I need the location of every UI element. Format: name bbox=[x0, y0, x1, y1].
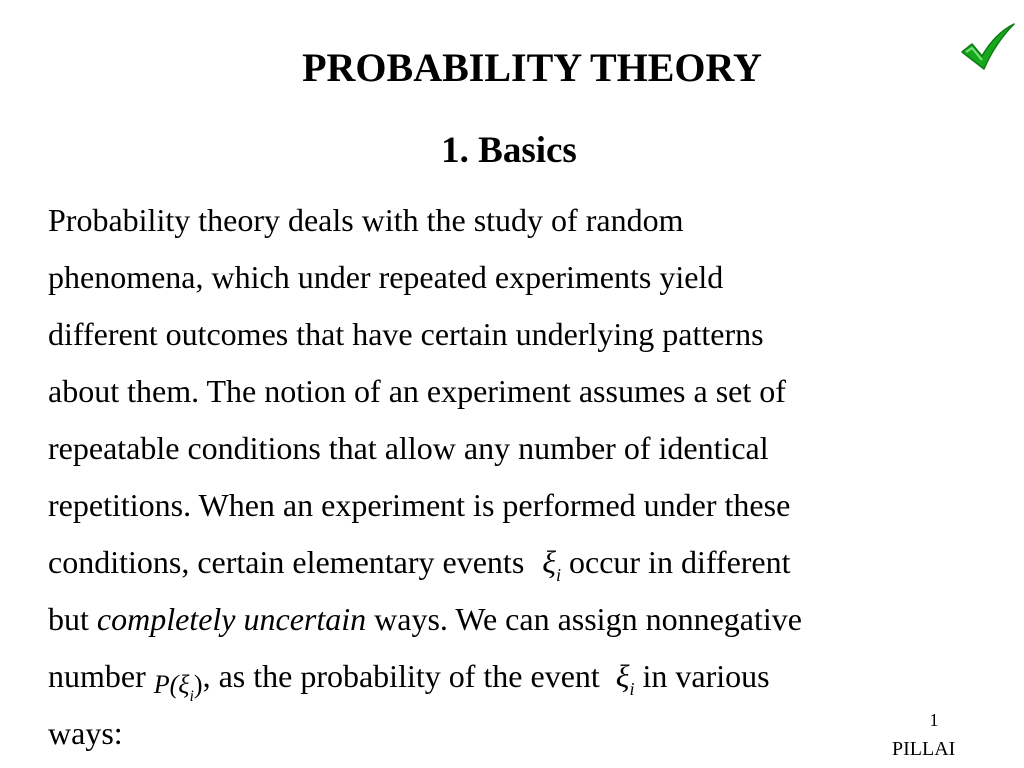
text-segment: conditions, certain elementary events bbox=[48, 544, 533, 580]
text-segment: but bbox=[48, 601, 97, 637]
text-segment: , as the probability of the event bbox=[202, 658, 608, 694]
checkmark-icon bbox=[958, 22, 1018, 72]
emphasis-text: completely uncertain bbox=[96, 601, 367, 637]
author-label: PILLAI bbox=[892, 738, 956, 760]
xi-symbol: ξ bbox=[615, 658, 630, 694]
probability-function bbox=[153, 670, 203, 705]
xi-symbol: ξ bbox=[542, 544, 556, 580]
text-segment: occur in different bbox=[560, 544, 791, 580]
page-number: 1 bbox=[929, 710, 939, 730]
body-line: ways: bbox=[48, 715, 123, 751]
body-line: repetitions. When an experiment is performed under these bbox=[48, 487, 791, 523]
text-segment: in various bbox=[634, 658, 770, 694]
body-line: Probability theory deals with the study of random bbox=[48, 202, 684, 238]
body-line bbox=[48, 542, 791, 595]
subscript-i: i bbox=[189, 688, 194, 705]
body-line: phenomena, which under repeated experiments yield bbox=[48, 259, 724, 295]
xi-symbol: ξ bbox=[178, 670, 190, 699]
body-line: different outcomes that have certain underlying patterns bbox=[48, 316, 764, 352]
section-heading: 1. Basics bbox=[441, 130, 577, 171]
body-line bbox=[48, 599, 802, 639]
body-line bbox=[48, 656, 770, 717]
body-line: repeatable conditions that allow any number of identical bbox=[48, 430, 769, 466]
function-p: P( bbox=[153, 670, 179, 699]
close-paren: ) bbox=[193, 670, 203, 699]
subscript-i: i bbox=[555, 565, 561, 585]
text-segment: number bbox=[48, 658, 154, 694]
slide-title: PROBABILITY THEORY bbox=[302, 45, 762, 90]
text-segment: ways. We can assign nonnegative bbox=[366, 601, 802, 637]
subscript-i: i bbox=[629, 679, 635, 699]
body-line: about them. The notion of an experiment assumes a set of bbox=[48, 373, 786, 409]
